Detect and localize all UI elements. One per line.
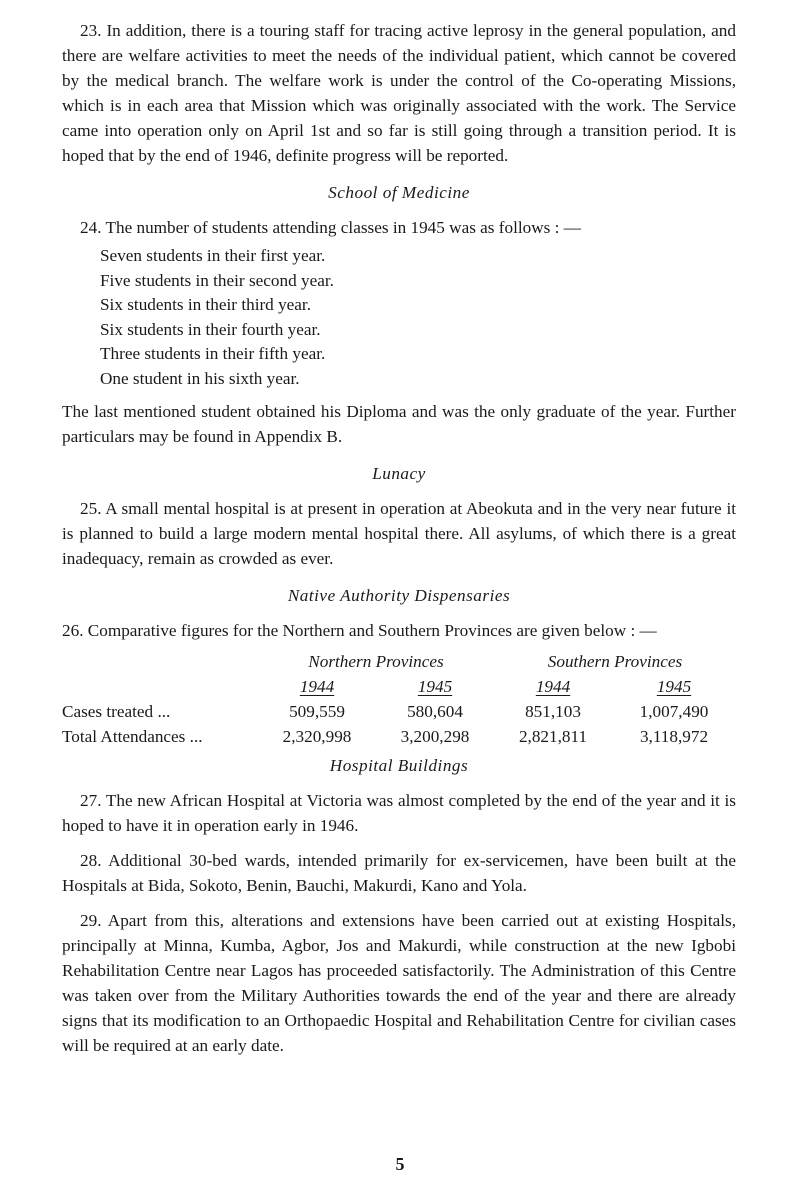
heading-school-of-medicine: School of Medicine bbox=[328, 183, 470, 202]
table-cell: 2,821,811 bbox=[518, 727, 588, 746]
heading-lunacy: Lunacy bbox=[372, 464, 426, 483]
paragraph-28: 28. Additional 30-bed wards, intended primarily for ex-servicemen, have been built at the Hospitals at Bida, Sokoto, Benin, Bauchi, Makurdi, Kano and Yola. bbox=[62, 851, 736, 895]
paragraph-24-note: The last mentioned student obtained his Diploma and was the only graduate of the year. Further particulars may be found in Appendix B. bbox=[62, 402, 736, 446]
page-number: 5 bbox=[395, 1154, 405, 1174]
table-row bbox=[62, 724, 736, 749]
group-northern-provinces: Northern Provinces bbox=[308, 652, 444, 671]
paragraph-23: 23. In addition, there is a touring staff for tracing active leprosy in the general population, and there are welfare activities to meet the needs of the individual patient, which cannot be covered by the medical branch. The welfare work is under the control of the Co-operating Missions, which is in each area that Mission which was originally associated with the work. The Service came into operation only on April 1st and so far is still going through a transition period. It is hoped that by the end of 1946, definite progress will be reported. bbox=[62, 21, 736, 165]
paragraph-25: 25. A small mental hospital is at present in operation at Abeokuta and in the very near future it is planned to build a large modern mental hospital there. All asylums, of which there is a great inadequacy, remain as crowded as ever. bbox=[62, 499, 736, 568]
list-item: Six students in their third year. bbox=[100, 295, 311, 314]
table-year-header-row bbox=[62, 674, 736, 699]
year-header: 1945 bbox=[417, 677, 453, 696]
table-cell: 3,200,298 bbox=[400, 727, 470, 746]
group-southern-provinces: Southern Provinces bbox=[547, 652, 683, 671]
year-header: 1944 bbox=[299, 677, 335, 696]
list-item: Seven students in their first year. bbox=[100, 246, 326, 265]
row-label: Cases treated ... bbox=[62, 702, 171, 721]
paragraph-24: 24. The number of students attending classes in 1945 was as follows : — bbox=[80, 218, 581, 237]
heading-hospital-buildings: Hospital Buildings bbox=[329, 756, 469, 775]
list-item: One student in his sixth year. bbox=[100, 368, 300, 388]
comparative-figures-table bbox=[62, 649, 736, 749]
table-group-header-row bbox=[62, 649, 736, 674]
table-cell: 509,559 bbox=[289, 702, 345, 721]
paragraph-26: 26. Comparative figures for the Northern and Southern Provinces are given below : — bbox=[62, 621, 657, 640]
table-cell: 2,320,998 bbox=[282, 727, 352, 746]
year-header: 1945 bbox=[656, 677, 692, 696]
table-cell: 3,118,972 bbox=[639, 727, 709, 746]
list-item: Three students in their fifth year. bbox=[100, 344, 326, 363]
students-list bbox=[62, 244, 736, 391]
row-label: Total Attendances ... bbox=[62, 727, 203, 746]
paragraph-27: 27. The new African Hospital at Victoria was almost completed by the end of the year and it is hoped to have it in operation early in 1946. bbox=[62, 791, 736, 835]
heading-native-authority-dispensaries: Native Authority Dispensaries bbox=[287, 586, 511, 605]
table-cell: 851,103 bbox=[525, 702, 581, 721]
year-header: 1944 bbox=[535, 677, 571, 696]
table-cell: 1,007,490 bbox=[639, 702, 709, 721]
table-row bbox=[62, 699, 736, 724]
list-item: Six students in their fourth year. bbox=[100, 319, 321, 339]
paragraph-29: 29. Apart from this, alterations and extensions have been carried out at existing Hospitals, principally at Minna, Kumba, Agbor, Jos and Makurdi, while construction at the new Igbobi Rehabilitation Centre near Lagos has proceeded satisfactorily. The Administration of this Centre was taken over from the Military Authorities towards the end of the year and there are already signs that its modification to an Orthopaedic Hospital and Rehabilitation Centre for civilian cases will be required at an early date. bbox=[62, 911, 736, 1055]
list-item: Five students in their second year. bbox=[100, 270, 334, 290]
table-cell: 580,604 bbox=[407, 702, 463, 721]
